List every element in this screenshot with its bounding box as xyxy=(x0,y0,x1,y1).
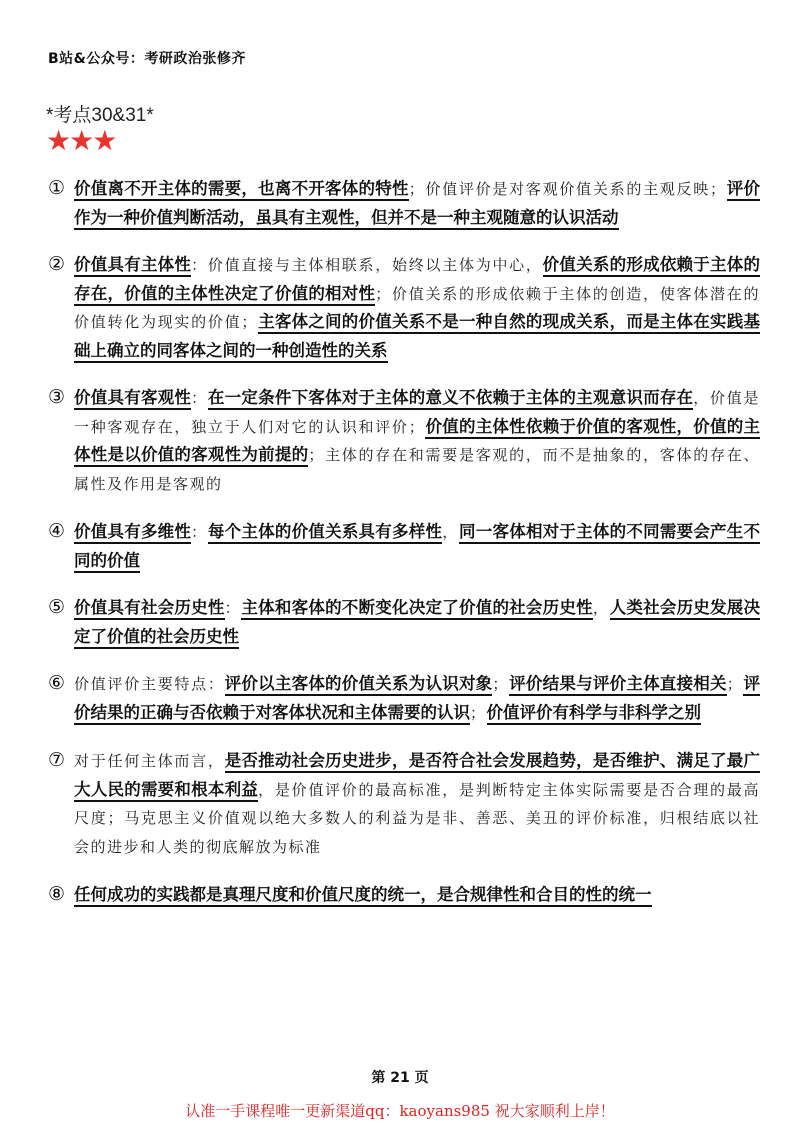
key-point-text: 评价结果的正确与否依赖于对客体状况和主体需要的认识 xyxy=(74,674,760,725)
page-header: B站&公众号：考研政治张修齐 xyxy=(48,51,246,67)
item-text xyxy=(74,881,760,909)
item-text xyxy=(74,251,760,364)
item-number: ⑥ xyxy=(48,672,66,694)
list-item xyxy=(48,881,760,909)
explanation-text: ；价值关系的形成依赖于主体的创造，使客体潜在的价值转化为现实的价值； xyxy=(74,284,761,331)
explanation-text: ： xyxy=(191,389,208,407)
key-point-text: 价值关系的形成依赖于主体的存在，价值的主体性决定了价值的相对性 xyxy=(74,255,760,306)
item-text xyxy=(74,384,760,498)
key-point-text: 主客体之间的价值关系不是一种自然的现成关系，而是主体在实践基础上确立的同客体之间的一种创造性的关系 xyxy=(74,312,760,363)
explanation-text: ；价值评价是对客观价值关系的主观反映； xyxy=(408,180,727,198)
key-point-text: 价值评价有科学与非科学之别 xyxy=(487,703,702,725)
explanation-text: ， xyxy=(592,599,610,617)
key-point-text: 任何成功的实践都是真理尺度和价值尺度的统一，是合规律性和合目的性的统一 xyxy=(74,885,652,907)
list-item xyxy=(48,670,760,727)
key-point-text: 价值具有主体性 xyxy=(74,255,191,277)
explanation-text: ， xyxy=(442,523,459,541)
explanation-text: ； xyxy=(726,675,744,693)
list-item xyxy=(48,251,760,364)
item-number: ⑤ xyxy=(48,596,66,618)
list-item xyxy=(48,518,760,574)
item-number: ① xyxy=(48,177,66,199)
key-point-text: 价值离不开主体的需要，也离不开客体的特性 xyxy=(74,179,409,201)
explanation-text: ； xyxy=(492,675,509,693)
explanation-text: ，是价值评价的最高标准，是判断特定主体实际需要是否合理的最高尺度；马克思主义价值观以绝大多数人的利益为是非、善恶、美丑的评价标准，归根结底以社会的进步和人类的彻底解放为标准 xyxy=(74,780,760,856)
list-item xyxy=(48,175,760,231)
key-point-text: 价值具有社会历史性 xyxy=(74,598,225,620)
list-item xyxy=(48,747,760,861)
key-point-text: 评价结果与评价主体直接相关 xyxy=(509,674,727,696)
key-point-text: 是否推动社会历史进步，是否符合社会发展趋势，是否维护、满足了最广大人民的需要和根本利益 xyxy=(74,751,760,802)
explanation-text: ； xyxy=(470,703,487,722)
explanation-text: ： xyxy=(191,523,208,541)
content-list xyxy=(48,175,760,929)
key-point-text: 评价以主客体的价值关系为认识对象 xyxy=(225,674,493,696)
item-number: ④ xyxy=(48,520,66,542)
rating-stars: ★★★ xyxy=(46,124,116,157)
explanation-text: 对于任何主体而言， xyxy=(74,752,225,770)
explanation-text: ： xyxy=(224,599,242,617)
key-point-text: 在一定条件下客体对于主体的意义不依赖于主体的主观意识而存在 xyxy=(208,388,693,410)
item-text xyxy=(74,670,760,727)
explanation-text: 价值评价主要特点： xyxy=(74,675,225,693)
list-item xyxy=(48,594,760,650)
key-point-text: 价值的主体性依赖于价值的客观性，价值的主体性是以价值的客观性为前提的 xyxy=(74,417,760,468)
key-point-text: 评价作为一种价值判断活动，虽具有主观性，但并不是一种主观随意的认识活动 xyxy=(74,179,760,230)
key-point-text: 同一客体相对于主体的不同需要会产生不同的价值 xyxy=(74,522,760,573)
key-point-text: 价值具有客观性 xyxy=(74,388,191,410)
key-point-text: 人类社会历史发展决定了价值的社会历史性 xyxy=(74,598,760,649)
item-text xyxy=(74,175,760,231)
list-item xyxy=(48,384,760,498)
item-number: ⑧ xyxy=(48,883,66,905)
explanation-text: ，价值是一种客观存在，独立于人们对它的认识和评价； xyxy=(74,389,761,436)
page-number: 第 21 页 xyxy=(371,1070,429,1086)
key-point-text: 每个主体的价值关系具有多样性 xyxy=(208,522,442,544)
explanation-text: ：价值直接与主体相联系，始终以主体为中心， xyxy=(191,256,543,274)
item-text xyxy=(74,518,760,574)
item-text xyxy=(74,747,760,861)
explanation-text: ；主体的存在和需要是客观的，而不是抽象的，客体的存在、属性及作用是客观的 xyxy=(74,446,760,493)
footer-note: 认准一手课程唯一更新渠道qq：kaoyans985 祝大家顺利上岸！ xyxy=(185,1102,615,1120)
item-text xyxy=(74,594,760,650)
item-number: ③ xyxy=(48,386,66,408)
topic-tag: *考点30&31* xyxy=(46,105,154,126)
key-point-text: 价值具有多维性 xyxy=(74,522,191,544)
key-point-text: 主体和客体的不断变化决定了价值的社会历史性 xyxy=(241,598,592,620)
item-number: ⑦ xyxy=(48,749,66,771)
item-number: ② xyxy=(48,253,66,275)
